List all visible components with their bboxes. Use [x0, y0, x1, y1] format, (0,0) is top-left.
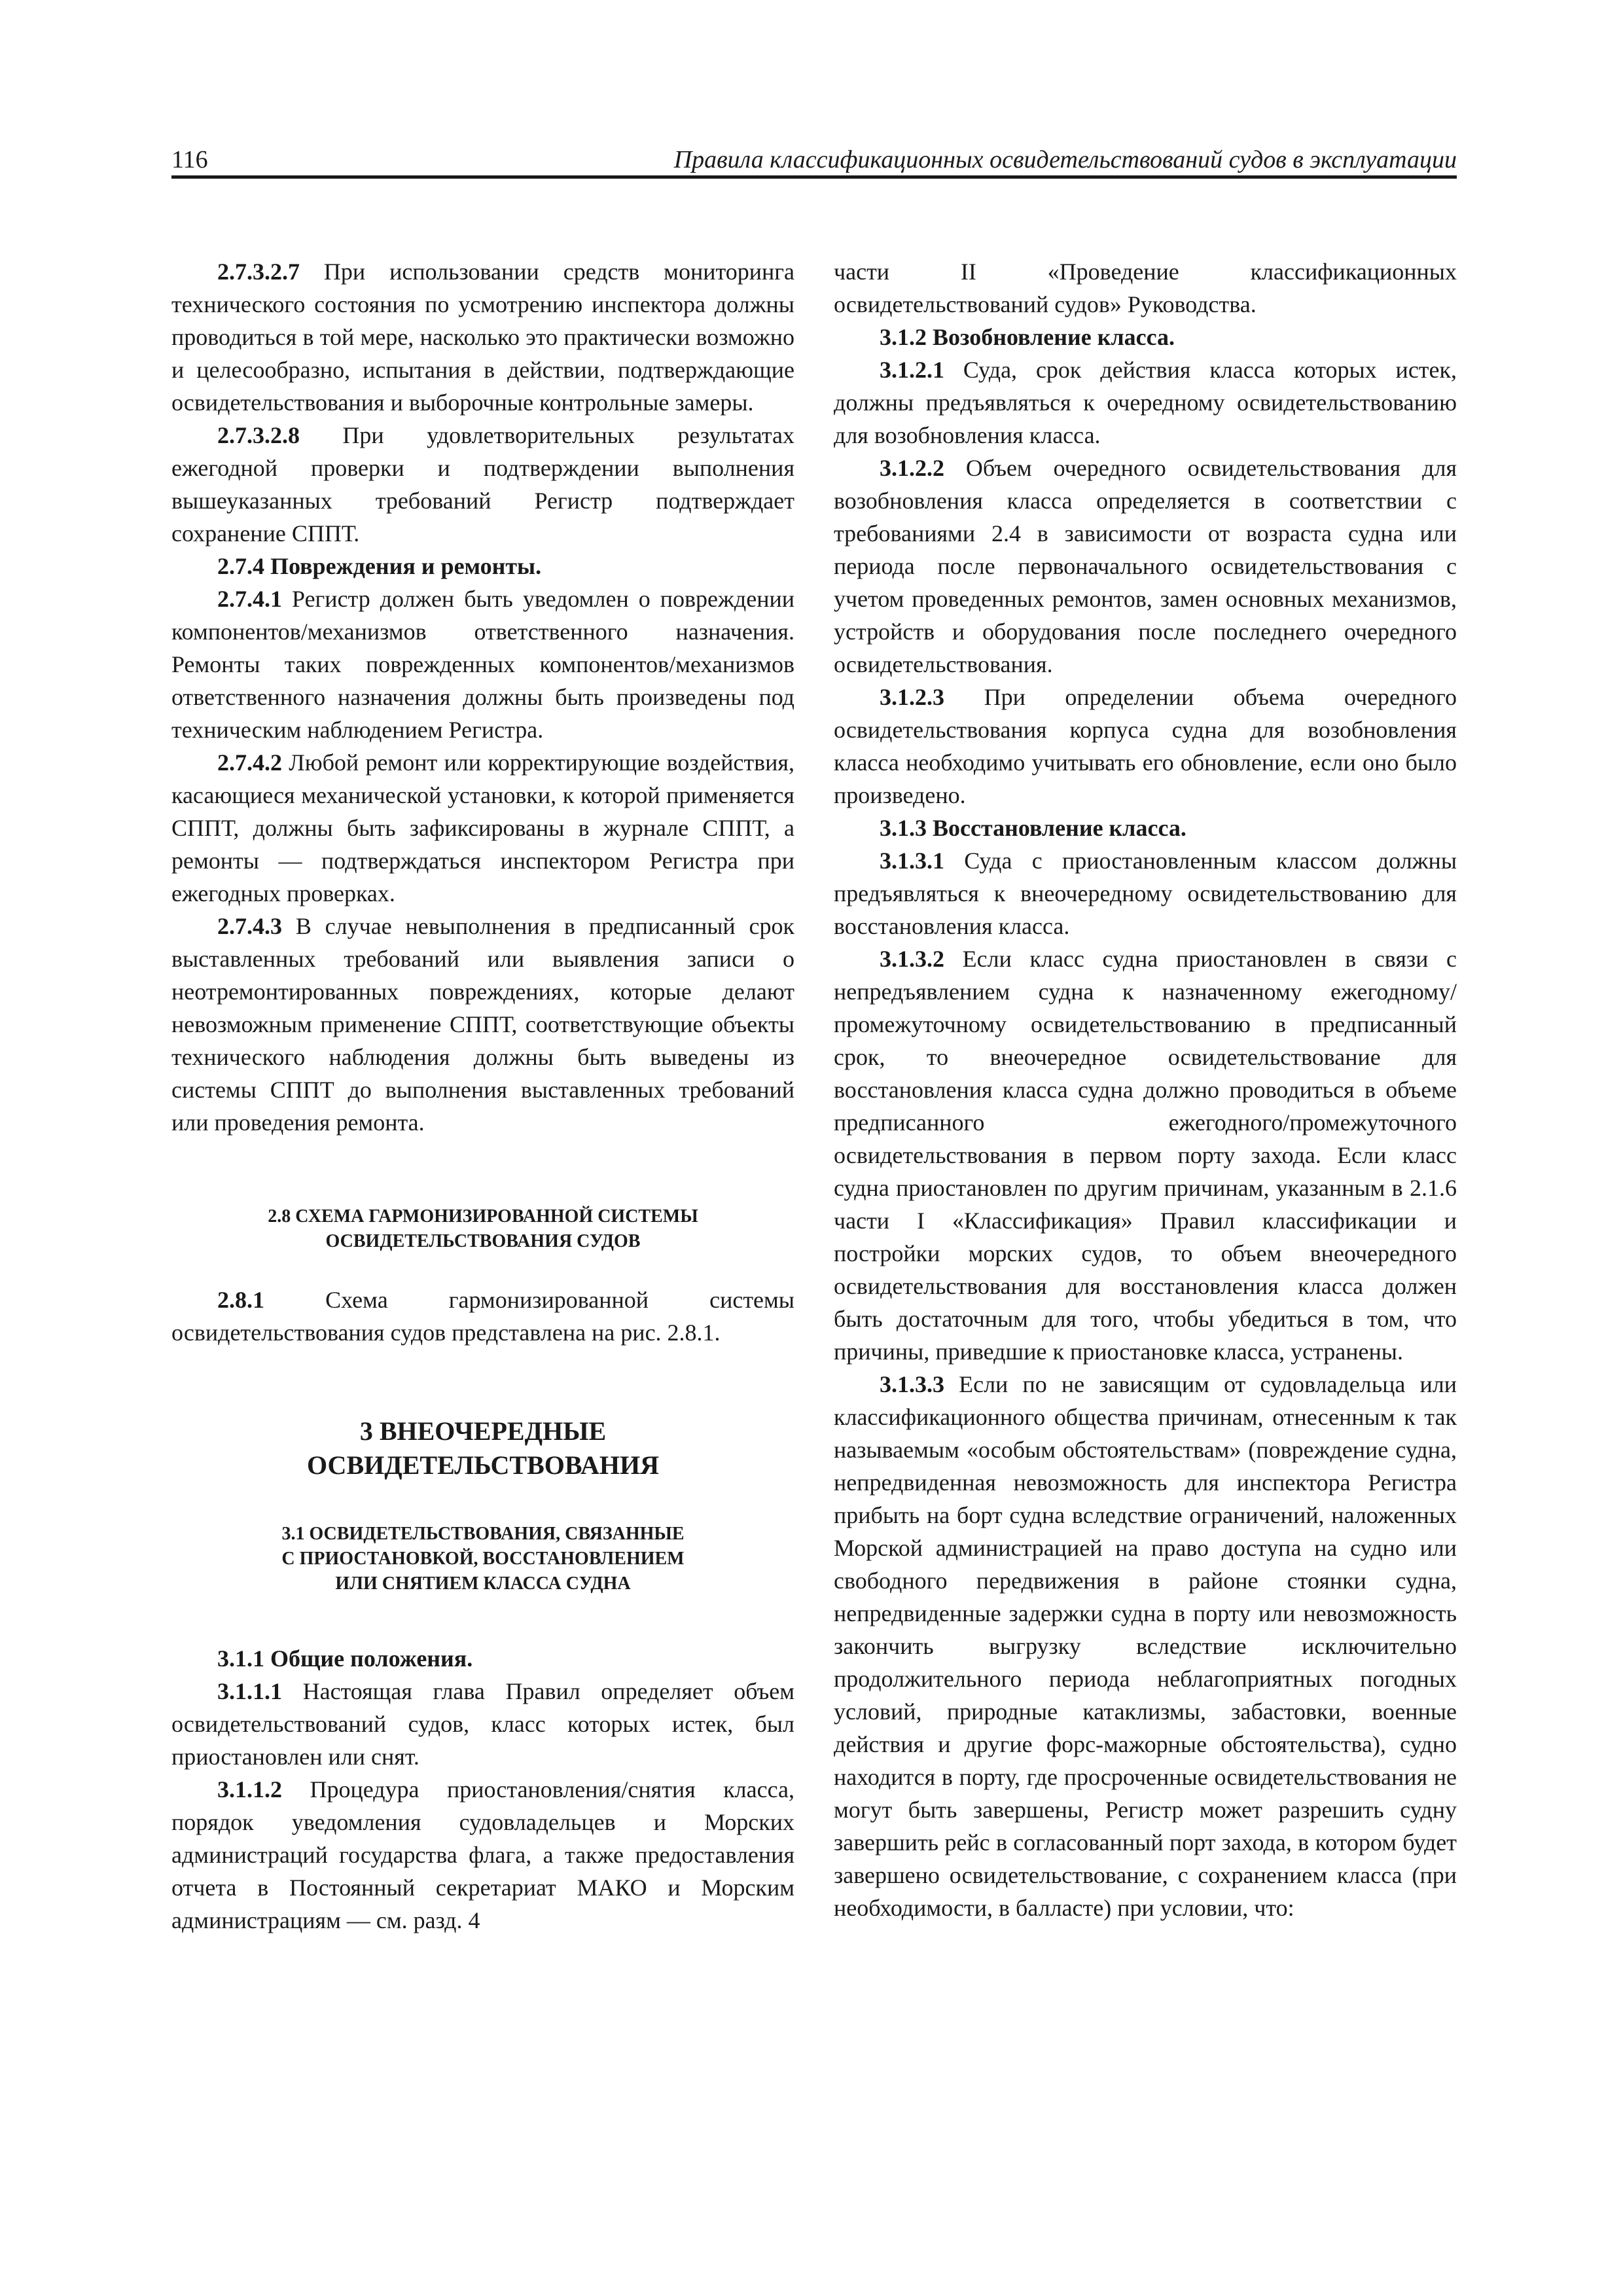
paragraph-number: 2.8.1	[217, 1287, 264, 1313]
paragraph-text: При определении объема очередного освидетельствования корпуса судна для возобновления класса необходимо учитывать его обновление, если оно было произведено.	[834, 684, 1457, 808]
heading-3-1-3: 3.1.3 Восстановление класса.	[880, 815, 1186, 841]
paragraph-3-1-2-1	[834, 353, 1457, 452]
paragraph-number: 3.1.3.1	[880, 848, 944, 874]
paragraph-number: 3.1.2.2	[880, 455, 944, 481]
paragraph-number: 3.1.1.2	[217, 1776, 282, 1803]
paragraph-continuation: части II «Проведение классификационных освидетельствований судов» Руководства.	[834, 259, 1457, 317]
paragraph-text: Любой ремонт или корректирующие воздействия, касающиеся механической установки, к которой применяется СППТ, должны быть зафиксированы в журнале СППТ, а ремонты — подтверждаться инспектором Регистра при ежегодных проверках.	[171, 749, 794, 906]
paragraph-number: 2.7.4.2	[217, 749, 282, 776]
heading-2-7-4: 2.7.4 Повреждения и ремонты.	[217, 553, 542, 579]
paragraph-3-1-2-3	[834, 681, 1457, 812]
section-heading-line: 2.8 СХЕМА ГАРМОНИЗИРОВАННОЙ СИСТЕМЫ	[268, 1206, 698, 1227]
section-heading-2-8	[171, 1204, 794, 1254]
paragraph-3-1-1-1	[171, 1675, 794, 1773]
paragraph-text: Объем очередного освидетельствования для возобновления класса определяется в соответствии с требованиями 2.4 в зависимости от возраста судна или периода после первоначального освидетельствования с учетом проведенных ремонтов, замен основных механизмов, устройств и оборудования после последнего очередного освидетельствования.	[834, 455, 1457, 677]
heading-3-1-2: 3.1.2 Возобновление класса.	[880, 324, 1175, 350]
paragraph-number: 3.1.2.1	[880, 357, 944, 383]
section-heading-line: ОСВИДЕТЕЛЬСТВОВАНИЯ СУДОВ	[325, 1231, 641, 1251]
paragraph-number: 2.7.3.2.7	[217, 259, 300, 285]
chapter-title-line: ОСВИДЕТЕЛЬСТВОВАНИЯ	[306, 1450, 660, 1480]
section-heading-line: 3.1 ОСВИДЕТЕЛЬСТВОВАНИЯ, СВЯЗАННЫЕ	[281, 1524, 685, 1544]
heading-3-1-1: 3.1.1 Общие положения.	[217, 1645, 473, 1672]
chapter-title-3	[171, 1414, 794, 1482]
paragraph-text: Регистр должен быть уведомлен о повреждении компонентов/механизмов ответственного назначения. Ремонты таких поврежденных компонентов/механизмов ответственного назначения должны быть произведены под техническим наблюдением Регистра.	[171, 586, 794, 743]
paragraph-2-8-1	[171, 1283, 794, 1349]
paragraph-3-1-3-2	[834, 942, 1457, 1368]
page-header	[171, 140, 1457, 179]
paragraph-text: Если класс судна приостановлен в связи с непредъявлением судна к назначенному ежегодному/промежуточному освидетельствованию в предписанный срок, то внеочередное освидетельствование для восстановления класса судна должно проводиться в объеме предписанного ежегодного/промежуточного освидетельствования в первом порту захода. Если класс судна приостановлен по другим причинам, указанным в 2.1.6 части I «Классификация» Правил классификации и постройки морских судов, то объем внеочередного освидетельствования для восстановления класса должен быть достаточным для того, чтобы убедиться в том, что причины, приведшие к приостановке класса, устранены.	[834, 946, 1457, 1365]
paragraph-2-7-4-1	[171, 583, 794, 746]
page-number: 116	[171, 146, 208, 173]
paragraph-3-1-3-1	[834, 844, 1457, 942]
section-heading-line: ИЛИ СНЯТИЕМ КЛАССА СУДНА	[335, 1573, 631, 1594]
paragraph-number: 3.1.2.3	[880, 684, 944, 710]
paragraph-2-7-4-2	[171, 746, 794, 910]
paragraph-2-7-3-2-7	[171, 255, 794, 419]
left-column	[171, 255, 794, 1937]
paragraph-2-7-4-3	[171, 910, 794, 1139]
header-rule	[171, 175, 1457, 179]
section-heading-3-1	[171, 1522, 794, 1596]
paragraph-text: Процедура приостановления/снятия класса, порядок уведомления судовладельцев и Морских администраций государства флага, а также предоставления отчета в Постоянный секретариат МАКО и Морским администрациям — см. разд. 4	[171, 1776, 794, 1933]
paragraph-2-7-3-2-8	[171, 419, 794, 550]
paragraph-text: Схема гармонизированной системы освидетельствования судов представлена на рис. 2.8.1.	[171, 1287, 794, 1346]
paragraph-text: Настоящая глава Правил определяет объем освидетельствований судов, класс которых истек, был приостановлен или снят.	[171, 1678, 794, 1770]
paragraph-3-1-1-2	[171, 1773, 794, 1937]
paragraph-3-1-2-2	[834, 452, 1457, 681]
paragraph-number: 3.1.3.2	[880, 946, 944, 972]
section-heading-line: С ПРИОСТАНОВКОЙ, ВОССТАНОВЛЕНИЕМ	[281, 1549, 685, 1569]
paragraph-text: Суда с приостановленным классом должны предъявляться к внеочередному освидетельствованию для восстановления класса.	[834, 848, 1457, 939]
paragraph-text: В случае невыполнения в предписанный срок выставленных требований или выявления записи о неотремонтированных повреждениях, которые делают невозможным применение СППТ, соответствующие объекты технического наблюдения должны быть выведены из системы СППТ до выполнения выставленных требований или проведения ремонта.	[171, 913, 794, 1136]
running-title: Правила классификационных освидетельствований судов в эксплуатации	[673, 146, 1457, 173]
paragraph-text: При удовлетворительных результатах ежегодной проверки и подтверждении выполнения вышеуказанных требований Регистр подтверждает сохранение СППТ.	[171, 422, 795, 547]
paragraph-text: Суда, срок действия класса которых истек, должны предъявляться к очередному освидетельствованию для возобновления класса.	[834, 357, 1457, 448]
paragraph-number: 2.7.3.2.8	[217, 422, 300, 448]
paragraph-text: При использовании средств мониторинга технического состояния по усмотрению инспектора должны проводиться в той мере, насколько это практически возможно и целесообразно, испытания в действии, подтверждающие освидетельствования и выборочные контрольные замеры.	[171, 259, 795, 416]
paragraph-number: 3.1.3.3	[880, 1371, 944, 1397]
right-column	[834, 255, 1457, 1924]
paragraph-text: Если по не зависящим от судовладельца или классификационного общества причинам, отнесенным к так называемым «особым обстоятельствам» (повреждение судна, непредвиденная невозможность для инспектора Регистра прибыть на борт судна вследствие ограничений, наложенных Морской администрацией на право доступа на судно или свободного передвижения в районе стоянки судна, непредвиденные задержки судна в порту или невозможность закончить выгрузку вследствие исключительно продолжительного периода неблагоприятных погодных условий, природные катаклизмы, забастовки, военные действия и другие форс-мажорные обстоятельства), судно находится в порту, где просроченные освидетельствования не могут быть завершены, Регистр может разрешить судну завершить рейс в согласованный порт захода, в котором будет завершено освидетельствование, с сохранением класса (при необходимости, в балласте) при условии, что:	[834, 1371, 1457, 1921]
paragraph-number: 2.7.4.1	[217, 586, 282, 612]
paragraph-number: 3.1.1.1	[217, 1678, 282, 1704]
chapter-title-line: 3 ВНЕОЧЕРЕДНЫЕ	[359, 1416, 607, 1446]
paragraph-3-1-3-3	[834, 1368, 1457, 1924]
paragraph-number: 2.7.4.3	[217, 913, 282, 939]
